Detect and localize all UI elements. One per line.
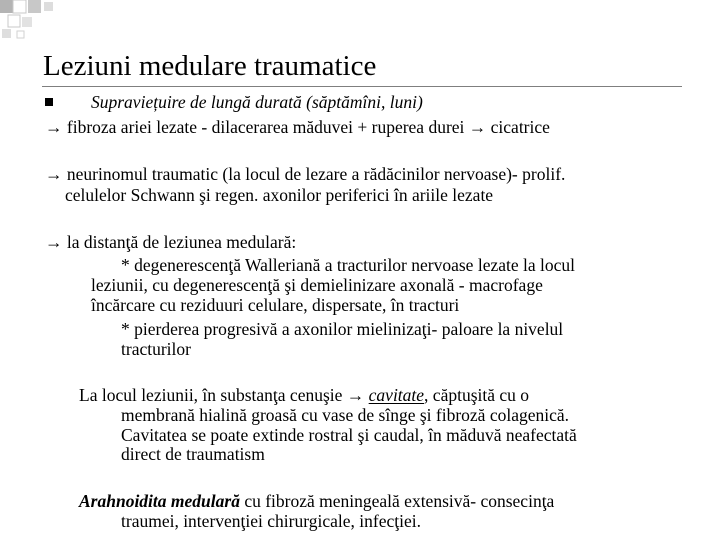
cavitate-term: cavitate (368, 385, 425, 405)
locul-line-1 (79, 384, 529, 406)
arahnoidita-line-1 (79, 490, 554, 512)
square-bullet-icon (45, 98, 53, 106)
arahnoidita-line-2: traumei, intervenţiei chirurgicale, infecţiei. (121, 511, 421, 531)
pierdere-line-2: tracturilor (121, 339, 191, 359)
neurinom-line-2: celulelor Schwann şi regen. axonilor periferici în ariile lezate (65, 185, 494, 205)
distanta-line: → la distanţă de leziunea medulară: (45, 232, 297, 252)
neurinom-line-1: → neurinomul traumatic (la locul de lezare a rădăcinilor nervoase)- prolif. (45, 164, 566, 184)
corner-squares-decoration (0, 0, 60, 40)
fibroza-line: → fibroza ariei lezate - dilacerarea măduvei + ruperea durei → cicatrice (45, 117, 550, 137)
locul-pre-text: La locul leziunii, în substanţa cenuşie → (79, 385, 365, 405)
walleriana-line-2: leziunii, cu degenerescenţă şi demielinizare axonală - macrofage (91, 275, 543, 295)
page-title: Leziuni medulare traumatice (43, 50, 377, 82)
locul-line-3: Cavitatea se poate extinde rostral şi caudal, în măduvă neafectată (121, 425, 577, 445)
locul-post-text: , căptuşită cu o (424, 385, 530, 405)
locul-line-4: direct de traumatism (121, 444, 265, 464)
walleriana-line-1: * degenerescenţă Walleriană a tracturilor nervoase lezate la locul (121, 255, 575, 275)
locul-line-2: membrană hialină groasă cu vase de sînge şi fibroză colagenică. (121, 405, 570, 425)
arahnoidita-term: Arahnoidita medulară (79, 491, 240, 511)
bullet-heading: Supraviețuire de lungă durată (săptămîni, luni) (91, 92, 423, 112)
title-divider (42, 86, 682, 87)
walleriana-line-3: încărcare cu reziduuri celulare, dispersate, în tracturi (91, 295, 460, 315)
arahnoidita-post-text: cu fibroză meningeală extensivă- consecinţa (239, 491, 555, 511)
pierdere-line-1: * pierderea progresivă a axonilor mielinizaţi- paloare la nivelul (121, 319, 564, 339)
